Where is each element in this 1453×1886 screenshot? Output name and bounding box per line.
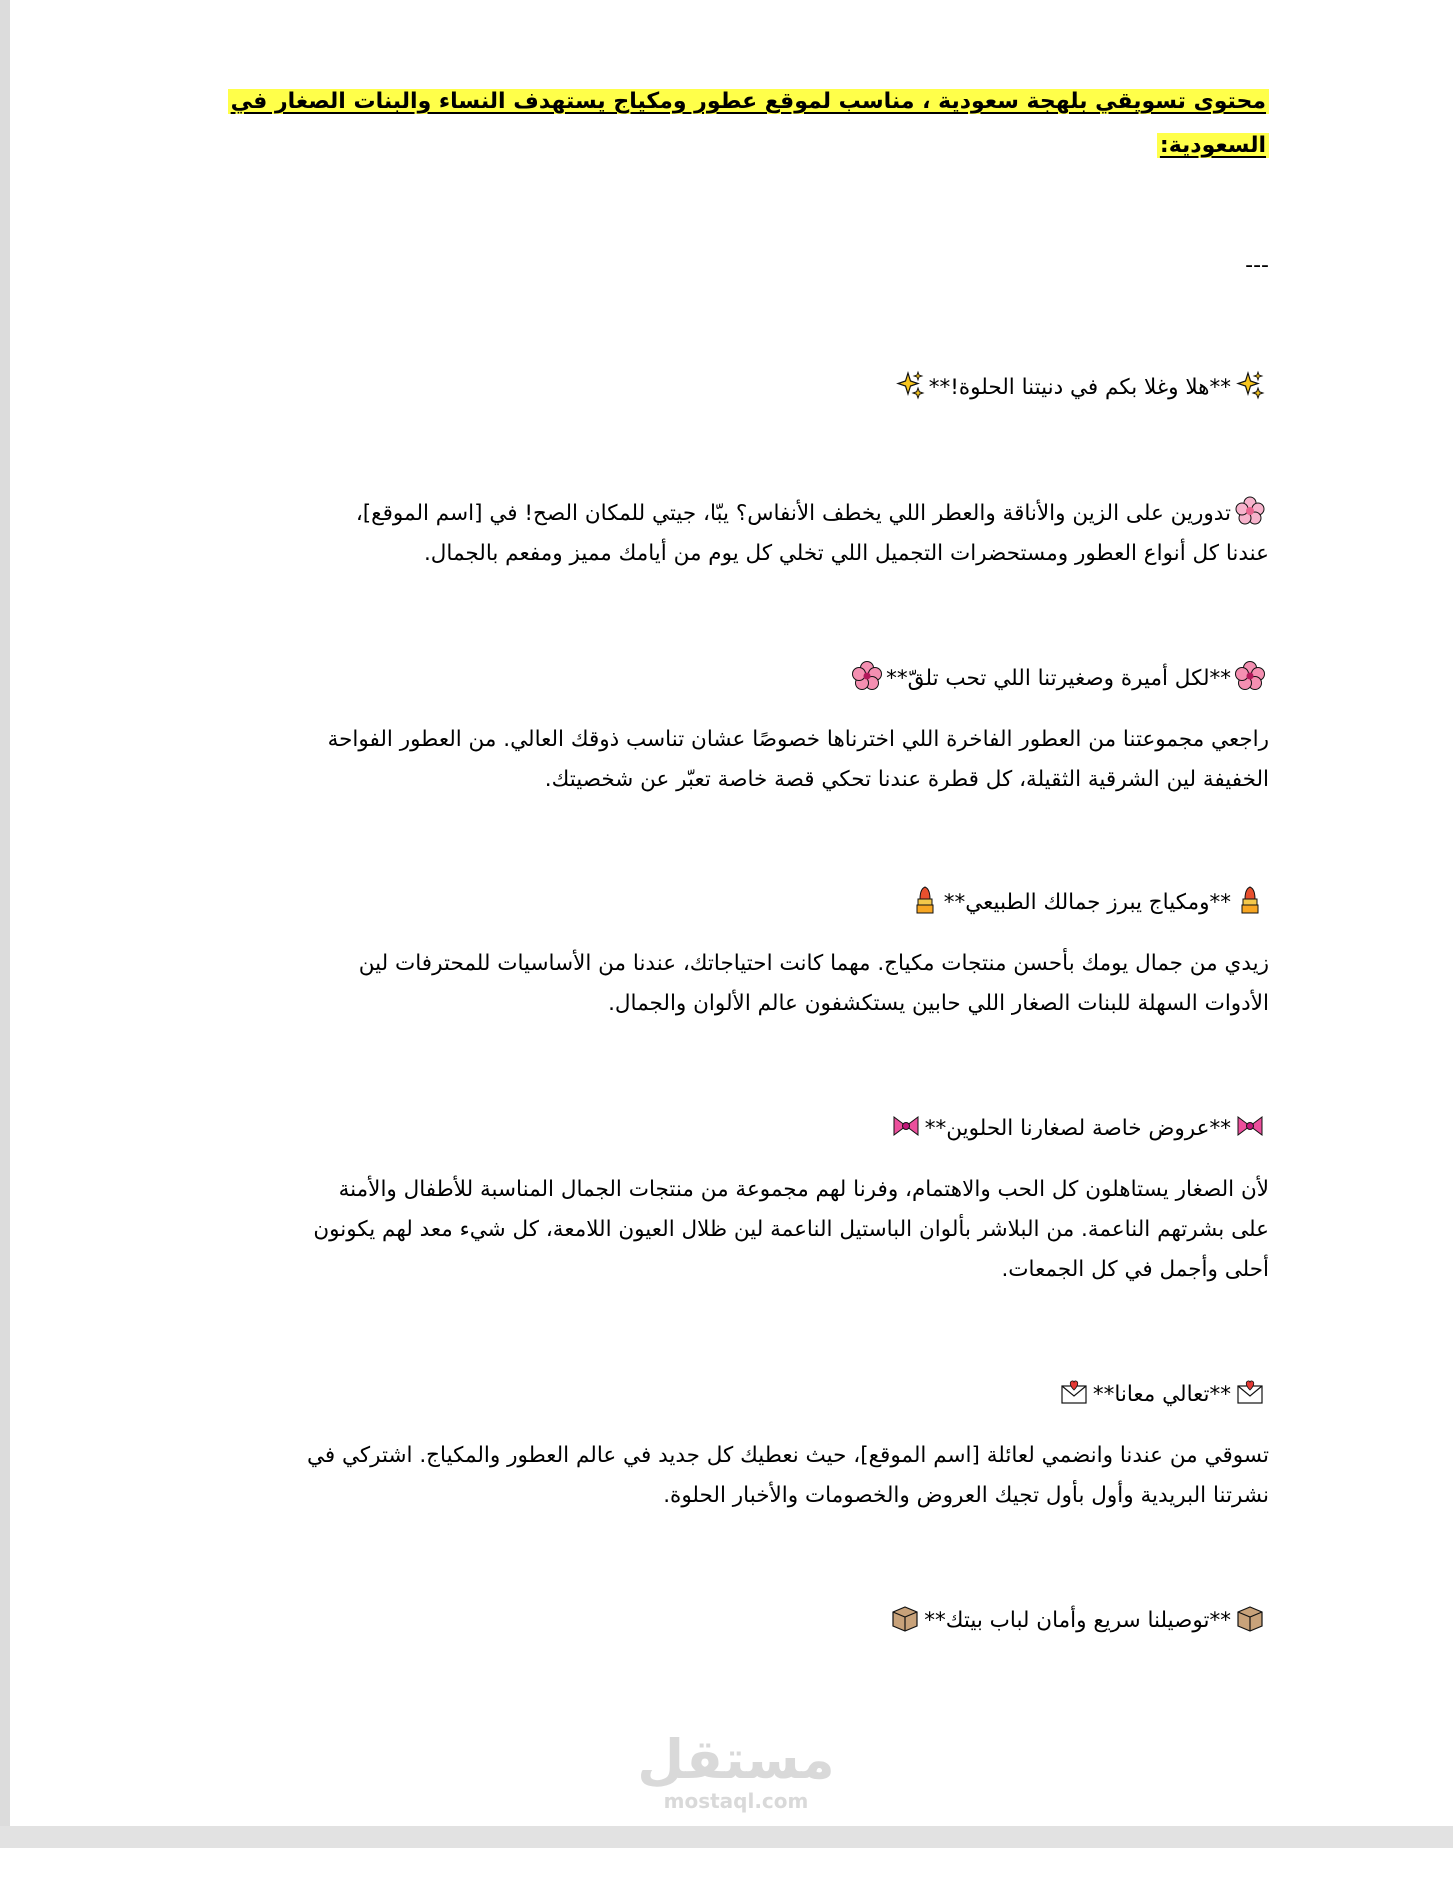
title-line-1: محتوى تسويقي بلهجة سعودية ، مناسب لموقع عطور ومكياج يستهدف النساء والبنات الصغار في (228, 89, 1269, 114)
watermark (636, 1730, 836, 1812)
welcome-heading-text: **هلا وغلا بكم في دنيتنا الحلوة!** (928, 375, 1231, 400)
offers-paragraph (313, 1170, 1269, 1290)
hibiscus-icon (1235, 661, 1265, 691)
sparkles-icon (895, 370, 925, 400)
page-gap (0, 1826, 1453, 1848)
viewer-left-border (0, 0, 10, 1826)
perfume-line-1: راجعي مجموعتنا من العطور الفاخرة اللي اخترناها خصوصًا عشان تناسب ذوقك العالي. من العطور الفواحة (327, 727, 1269, 752)
separator: --- (1245, 253, 1269, 278)
package-icon (890, 1603, 920, 1633)
document-title (228, 80, 1269, 168)
offers-line-1: لأن الصغار يستاهلون كل الحب والاهتمام، وفرنا لهم مجموعة من منتجات الجمال المناسبة للأطفال والأمنة (338, 1177, 1269, 1202)
join-heading (1055, 1375, 1269, 1415)
sparkles-icon (1235, 370, 1265, 400)
perfume-line-2: الخفيفة لين الشرقية الثقيلة، كل قطرة عندنا تحكي قصة خاصة تعبّر عن شخصيتك. (544, 767, 1269, 792)
offers-heading-text: **عروض خاصة لصغارنا الحلوين** (924, 1116, 1231, 1141)
title-line-2: السعودية: (1157, 133, 1269, 158)
lipstick-icon (910, 885, 940, 915)
lipstick-icon (1235, 885, 1265, 915)
welcome-heading (891, 368, 1269, 408)
love-letter-icon (1235, 1377, 1265, 1407)
love-letter-icon (1059, 1377, 1089, 1407)
join-line-1: تسوقي من عندنا وانضمي لعائلة [اسم الموقع]، حيث نعطيك كل جديد في عالم العطور والمكياج. اشتركي في (306, 1443, 1269, 1468)
intro-paragraph (356, 494, 1269, 574)
join-line-2: نشرتنا البريدية وأول بأول تجيك العروض والخصومات والأخبار الحلوة. (663, 1483, 1269, 1508)
perfume-paragraph (328, 720, 1269, 800)
ribbon-icon (891, 1111, 921, 1141)
makeup-heading-text: **ومكياج يبرز جمالك الطبيعي** (943, 890, 1231, 915)
join-paragraph (307, 1436, 1269, 1516)
princess-heading (848, 659, 1269, 699)
makeup-line-2: الأدوات السهلة للبنات الصغار اللي حابين يستكشفون عالم الألوان والجمال. (608, 991, 1269, 1016)
cherry-blossom-icon (1235, 496, 1265, 526)
offers-line-2: على بشرتهم الناعمة. من البلاشر بألوان الباستيل الناعمة لين ظلال العيون اللامعة، كل شيء معد لهم يكونون (313, 1217, 1269, 1242)
intro-line-2: عندنا كل أنواع العطور ومستحضرات التجميل اللي تخلي كل يوم من أيامك مميز ومفعم بالجمال. (423, 541, 1269, 566)
package-icon (1235, 1603, 1265, 1633)
intro-line-1: تدورين على الزين والأناقة والعطر اللي يخطف الأنفاس؟ يبّا، جيتي للمكان الصح! في [اسم الموقع]، (355, 501, 1231, 526)
makeup-heading (906, 883, 1269, 923)
delivery-heading (886, 1601, 1269, 1641)
watermark-latin: mostaql.com (663, 1789, 809, 1813)
princess-heading-text: **لكل أميرة وصغيرتنا اللي تحب تلقّ** (886, 666, 1231, 691)
watermark-arabic: مستقل (637, 1728, 835, 1791)
offers-line-3: أحلى وأجمل في كل الجمعات. (1001, 1257, 1269, 1282)
offers-heading (887, 1109, 1269, 1149)
makeup-paragraph (359, 944, 1269, 1024)
next-page (10, 1848, 1453, 1886)
hibiscus-icon (852, 661, 882, 691)
ribbon-icon (1235, 1111, 1265, 1141)
join-heading-text: **تعالي معانا** (1092, 1382, 1231, 1407)
delivery-heading-text: **توصيلنا سريع وأمان لباب بيتك** (924, 1608, 1231, 1633)
makeup-line-1: زيدي من جمال يومك بأحسن منتجات مكياج. مهما كانت احتياجاتك، عندنا من الأساسيات للمحترفات لين (358, 951, 1269, 976)
